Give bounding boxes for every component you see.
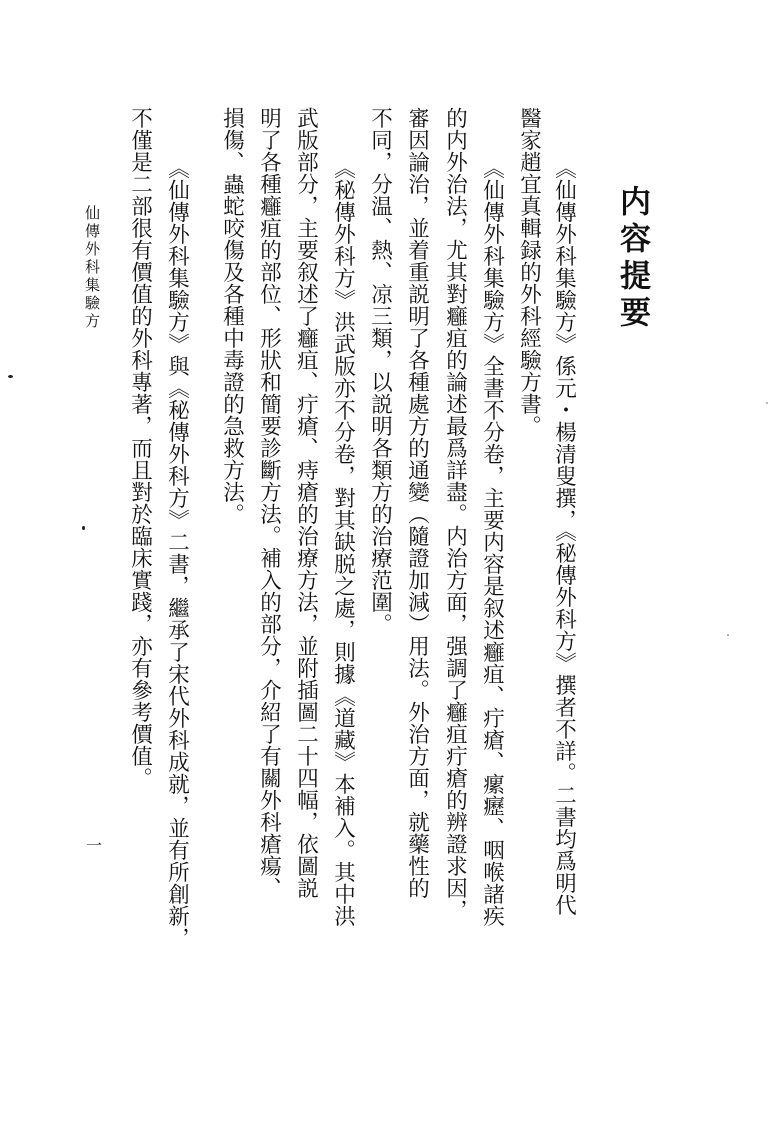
paragraph-2-line-2: 的内外治法，尤其對癰疽的論述最爲詳盡。内治方面，强調了癰疽疔瘡的辨證求因， [442,107,468,921]
paragraph-4-line-1: 《仙傳外科集驗方》與《秘傳外科方》二書，繼承了宋代外科成就，並有所創新， [164,157,190,949]
scan-speck [766,402,768,404]
page-title: 内容提要 [614,185,650,333]
paragraph-1-line-2: 醫家趙宜真輯録的外科經驗方書。 [516,107,542,437]
paragraph-2-line-4: 不同，分温、熱、凉三類，以説明各類方的治療范圍。 [367,107,393,635]
paragraph-3-line-2: 武版部分，主要叙述了癰疽、疔瘡、痔瘡的治療方法，並附插圖二十四幅，依圖説 [293,107,319,899]
paragraph-3-line-3: 明了各種癰疽的部位、形狀和簡要診斷方法。補入的部分，介紹了有關外科瘡瘍、 [256,107,282,899]
paragraph-2-line-3: 審因論治，並着重説明了各種處方的通變（隨證加減）用法。外治方面，就藥性的 [404,107,430,899]
scan-speck [727,634,729,636]
scan-speck [8,375,13,378]
paragraph-2-line-1: 《仙傳外科集驗方》全書不分卷，主要内容是叙述癰疽、疔瘡、瘰癧、咽喉諸疾 [479,157,505,927]
scan-speck [82,526,85,530]
paragraph-1-line-1: 《仙傳外科集驗方》係元・楊清叟撰，《秘傳外科方》撰者不詳。二書均爲明代 [551,157,577,917]
paragraph-3-line-4: 損傷、蟲蛇咬傷及各種中毒證的急救方法。 [219,107,245,525]
running-head: 仙傳外科集驗方 [83,205,101,331]
paragraph-3-line-1: 《秘傳外科方》洪武版亦不分卷，對其缺脱之處，則據《道藏》本補入。其中洪 [330,157,356,927]
paragraph-4-line-2: 不僅是二部很有價值的外科專著，而且對於臨床實踐，亦有參考價值。 [127,107,153,789]
page-number: 一 [86,836,103,855]
